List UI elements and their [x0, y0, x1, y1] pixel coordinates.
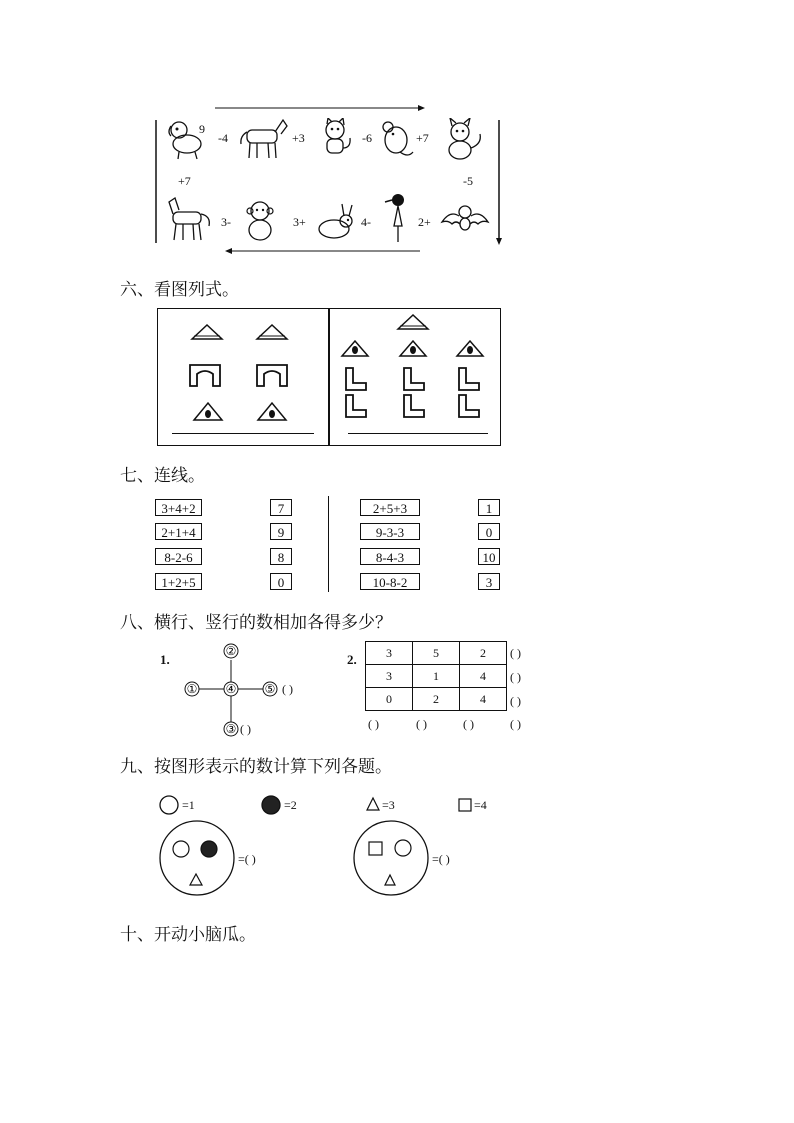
left-expression: 2+1+4: [155, 523, 202, 540]
circle-right-label: ⑤: [264, 682, 276, 696]
rabbit-icon: [314, 203, 358, 241]
triangle-block-icon: [396, 312, 430, 332]
answer-line-left: [172, 433, 314, 434]
right-expression: 9-3-3: [360, 523, 420, 540]
l-block-icon: [344, 366, 368, 392]
l-block-icon: [402, 366, 426, 392]
grid-cell: 1: [413, 665, 460, 688]
left-number: 8: [270, 548, 292, 565]
triangle-hole-block-icon: [455, 338, 485, 358]
op-top-3: +3: [292, 131, 305, 145]
op-top-5: +7: [416, 131, 429, 145]
left-expression: 8-2-6: [155, 548, 202, 565]
left-number: 9: [270, 523, 292, 540]
op-top-1: 9: [199, 122, 205, 136]
face-diagram-1: [158, 818, 238, 898]
circle-bottom-label: ③: [225, 722, 237, 736]
horse-icon: [237, 116, 289, 160]
triangle-icon: [365, 796, 381, 812]
answer-blank-column[interactable]: ( ): [240, 722, 251, 736]
box-divider: [328, 309, 330, 445]
section-10-title: 十、开动小脑瓜。: [120, 925, 256, 945]
triangle-block-icon: [190, 322, 224, 342]
grid-cell: 3: [366, 642, 413, 665]
q1-label: 1.: [160, 652, 170, 667]
left-number: 7: [270, 499, 292, 516]
grid-cell: 0: [366, 688, 413, 711]
mouse-icon: [378, 120, 416, 160]
grid-cell: 2: [460, 642, 507, 665]
row-sum-blank[interactable]: ( ): [510, 694, 521, 708]
diagonal-sum-blank[interactable]: ( ): [510, 717, 521, 731]
face-diagram-2: [352, 818, 432, 898]
fox-icon: [440, 118, 484, 162]
circle-center-label: ④: [225, 682, 237, 696]
column-sum-blank[interactable]: ( ): [368, 717, 379, 731]
section-8-title: 八、横行、竖行的数相加各得多少？: [120, 613, 392, 633]
filled-circle-icon: [260, 794, 282, 816]
op-top-2: -4: [218, 131, 228, 145]
l-block-icon: [402, 393, 426, 419]
grid-cell: 4: [460, 665, 507, 688]
cross-diagram: [180, 640, 290, 738]
match-divider: [328, 496, 329, 592]
op-bottom-2: 3+: [293, 215, 306, 229]
op-left: +7: [178, 174, 191, 188]
op-bottom-1: 3-: [221, 215, 231, 229]
row-sum-blank[interactable]: ( ): [510, 646, 521, 660]
op-bottom-3: 4-: [361, 215, 371, 229]
op-top-4: -6: [362, 131, 372, 145]
triangle-hole-block-icon: [398, 338, 428, 358]
l-block-icon: [457, 393, 481, 419]
left-number: 0: [270, 573, 292, 590]
left-expression: 3+4+2: [155, 499, 202, 516]
right-expression: 2+5+3: [360, 499, 420, 516]
grid-cell: 4: [460, 688, 507, 711]
woodpecker-icon: [384, 192, 414, 244]
grid-cell: 2: [413, 688, 460, 711]
triangle-hole-block-icon: [256, 400, 288, 422]
grid-cell: 5: [413, 642, 460, 665]
section-6-title: 六、看图列式。: [120, 280, 239, 300]
monkey-icon: [240, 200, 282, 242]
column-sum-blank[interactable]: ( ): [463, 717, 474, 731]
l-block-icon: [457, 366, 481, 392]
right-number: 1: [478, 499, 500, 516]
arch-block-icon: [188, 362, 222, 388]
column-sum-blank[interactable]: ( ): [416, 717, 427, 731]
right-expression: 10-8-2: [360, 573, 420, 590]
legend-value: =4: [474, 798, 487, 812]
left-expression: 1+2+5: [155, 573, 202, 590]
answer-blank-face-1[interactable]: =( ): [238, 852, 256, 866]
number-grid: [365, 641, 507, 711]
row-sum-blank[interactable]: ( ): [510, 670, 521, 684]
right-number: 3: [478, 573, 500, 590]
right-number: 0: [478, 523, 500, 540]
square-icon: [457, 797, 473, 813]
answer-blank-row[interactable]: ( ): [282, 682, 293, 696]
triangle-block-icon: [255, 322, 289, 342]
section-7-title: 七、连线。: [120, 466, 205, 486]
circle-icon: [158, 794, 180, 816]
grid-row: [366, 688, 507, 711]
legend-value: =2: [284, 798, 297, 812]
section-9-title: 九、按图形表示的数计算下列各题。: [120, 757, 392, 777]
grid-row: [366, 642, 507, 665]
op-right: -5: [463, 174, 473, 188]
triangle-hole-block-icon: [192, 400, 224, 422]
answer-blank-face-2[interactable]: =( ): [432, 852, 450, 866]
legend-value: =3: [382, 798, 395, 812]
grid-row: [366, 665, 507, 688]
op-bottom-4: 2+: [418, 215, 431, 229]
right-expression: 8-4-3: [360, 548, 420, 565]
circle-top-label: ②: [225, 644, 237, 658]
cat-icon: [318, 118, 354, 158]
circle-left-label: ①: [186, 682, 198, 696]
right-number: 10: [478, 548, 500, 565]
triangle-hole-block-icon: [340, 338, 370, 358]
bat-icon: [440, 200, 490, 236]
arch-block-icon: [255, 362, 289, 388]
q2-label: 2.: [347, 652, 357, 667]
l-block-icon: [344, 393, 368, 419]
legend-value: =1: [182, 798, 195, 812]
pony-icon: [165, 196, 213, 242]
grid-cell: 3: [366, 665, 413, 688]
answer-line-right: [348, 433, 488, 434]
